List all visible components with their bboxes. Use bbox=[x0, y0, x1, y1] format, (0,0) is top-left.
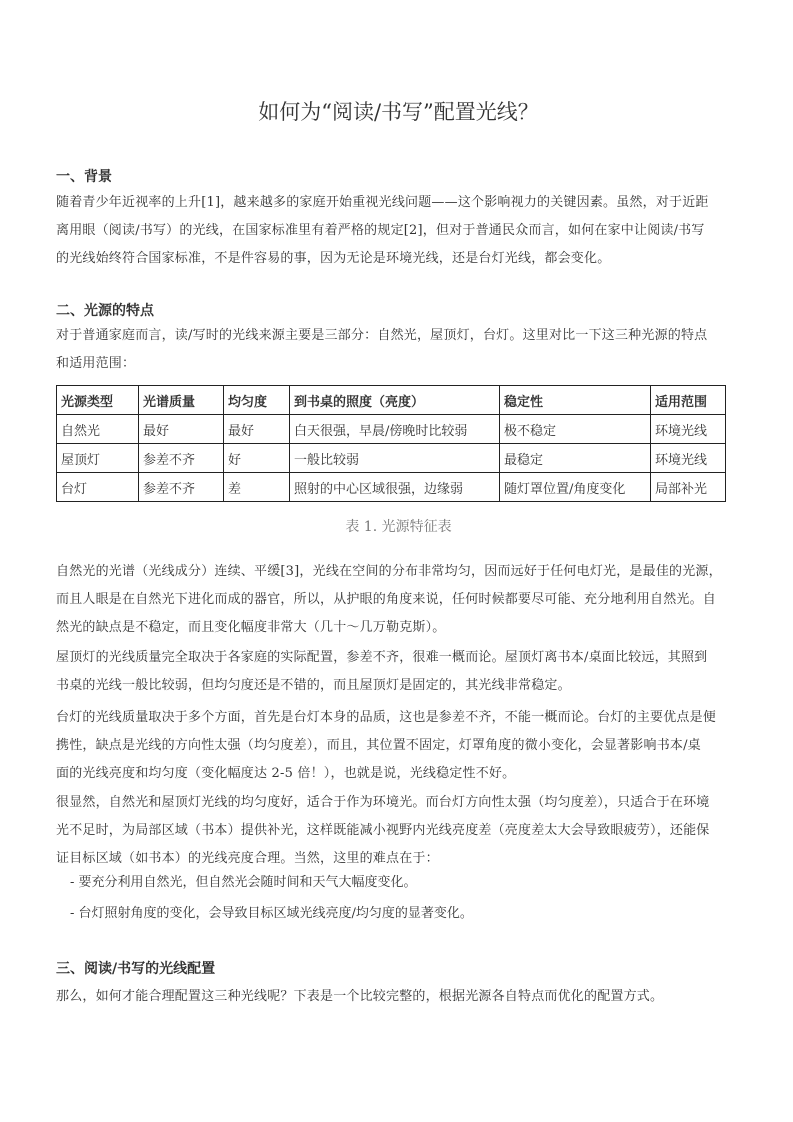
text-line: 携性，缺点是光线的方向性太强（均匀度差），而且，其位置不固定，灯罩角度的微小变化，会显著影响书本/桌 bbox=[56, 738, 701, 753]
text-line: 随着青少年近视率的上升[1]，越来越多的家庭开始重视光线问题——这个影响视力的关键因素。虽然，对于近距 bbox=[56, 195, 709, 210]
text-line: 台灯的光线质量取决于多个方面，首先是台灯本身的品质，这也是参差不齐，不能一概而论。台灯的主要优点是便 bbox=[56, 710, 717, 725]
table-cell: 一般比较弱 bbox=[290, 444, 500, 473]
light-source-table bbox=[56, 385, 726, 502]
table-cell: 台灯 bbox=[57, 473, 139, 502]
table-row bbox=[57, 473, 726, 502]
table-cell: 最好 bbox=[224, 415, 290, 444]
table-cell: 最稳定 bbox=[500, 444, 651, 473]
table-cell: 好 bbox=[224, 444, 290, 473]
text-line: 屋顶灯的光线质量完全取决于各家庭的实际配置，参差不齐，很难一概而论。屋顶灯离书本/桌面比较远，其照到 bbox=[56, 650, 708, 665]
table-header-cell: 适用范围 bbox=[651, 386, 726, 415]
section-heading-sources: 二、光源的特点 bbox=[56, 303, 154, 319]
table-header-cell: 到书桌的照度（亮度） bbox=[290, 386, 500, 415]
table-header-cell: 均匀度 bbox=[224, 386, 290, 415]
table-cell: 参差不齐 bbox=[139, 473, 224, 502]
text-line: 的光线始终符合国家标准，不是件容易的事，因为无论是环境光线，还是台灯光线，都会变化。 bbox=[56, 251, 611, 266]
table-cell: 屋顶灯 bbox=[57, 444, 139, 473]
paragraph-desk-lamp bbox=[56, 704, 746, 788]
table-cell: 差 bbox=[224, 473, 290, 502]
text-line: 证目标区域（如书本）的光线亮度合理。当然，这里的难点在于： bbox=[56, 851, 439, 866]
table-header-cell: 稳定性 bbox=[500, 386, 651, 415]
table-cell: 随灯罩位置/角度变化 bbox=[500, 473, 651, 502]
paragraph-sources-intro bbox=[56, 322, 746, 378]
table-cell: 环境光线 bbox=[651, 444, 726, 473]
paragraph-summary bbox=[56, 789, 746, 873]
text-line: 那么，如何才能合理配置这三种光线呢？下表是一个比较完整的，根据光源各自特点而优化的配置方式。 bbox=[56, 989, 664, 1004]
table-header-cell: 光谱质量 bbox=[139, 386, 224, 415]
paragraph-background bbox=[56, 189, 746, 273]
table-cell: 最好 bbox=[139, 415, 224, 444]
table-cell: 照射的中心区域很强，边缘弱 bbox=[290, 473, 500, 502]
bullet-item: - 台灯照射角度的变化，会导致目标区域光线亮度/均匀度的显著变化。 bbox=[70, 906, 473, 921]
text-line: 书桌的光线一般比较弱，但均匀度还是不错的，而且屋顶灯是固定的，其光线非常稳定。 bbox=[56, 678, 571, 693]
text-line: 对于普通家庭而言，读/写时的光线来源主要是三部分：自然光，屋顶灯，台灯。这里对比一下这三种光源的特点 bbox=[56, 328, 708, 343]
page-title: 如何为“阅读/书写”配置光线？ bbox=[258, 100, 539, 124]
table-cell: 参差不齐 bbox=[139, 444, 224, 473]
table-row bbox=[57, 444, 726, 473]
text-line: 很显然，自然光和屋顶灯光线的均匀度好，适合于作为环境光。而台灯方向性太强（均匀度差），只适合于在环境 bbox=[56, 795, 710, 810]
table-cell: 白天很强，早晨/傍晚时比较弱 bbox=[290, 415, 500, 444]
table-row bbox=[57, 415, 726, 444]
paragraph-config bbox=[56, 983, 746, 1011]
text-line: 而且人眼是在自然光下进化而成的器官，所以，从护眼的角度来说，任何时候都要尽可能、充分地利用自然光。自 bbox=[56, 592, 717, 607]
table-header-cell: 光源类型 bbox=[57, 386, 139, 415]
table-cell: 局部补光 bbox=[651, 473, 726, 502]
table-header-row bbox=[57, 386, 726, 415]
section-heading-config: 三、阅读/书写的光线配置 bbox=[56, 961, 216, 977]
text-line: 自然光的光谱（光线成分）连续、平缓[3]，光线在空间的分布非常均匀，因而远好于任何电灯光，是最佳的光源， bbox=[56, 564, 722, 579]
paragraph-natural-light bbox=[56, 558, 746, 642]
table-cell: 极不稳定 bbox=[500, 415, 651, 444]
section-heading-background: 一、背景 bbox=[56, 169, 112, 185]
text-line: 离用眼（阅读/书写）的光线，在国家标准里有着严格的规定[2]，但对于普通民众而言，如何在家中让阅读/书写 bbox=[56, 223, 705, 238]
text-line: 面的光线亮度和均匀度（变化幅度达 2-5 倍！），也就是说，光线稳定性不好。 bbox=[56, 766, 516, 781]
table-cell: 自然光 bbox=[57, 415, 139, 444]
table-cell: 环境光线 bbox=[651, 415, 726, 444]
paragraph-ceiling-light bbox=[56, 644, 746, 700]
text-line: 和适用范围： bbox=[56, 356, 136, 371]
table-caption: 表 1. 光源特征表 bbox=[345, 519, 452, 535]
bullet-item: - 要充分利用自然光，但自然光会随时间和天气大幅度变化。 bbox=[70, 875, 417, 890]
text-line: 光不足时，为局部区域（书本）提供补光，这样既能减小视野内光线亮度差（亮度差太大会导致眼疲劳），还能保 bbox=[56, 823, 710, 838]
text-line: 然光的缺点是不稳定，而且变化幅度非常大（几十～几万勒克斯）。 bbox=[56, 620, 446, 635]
